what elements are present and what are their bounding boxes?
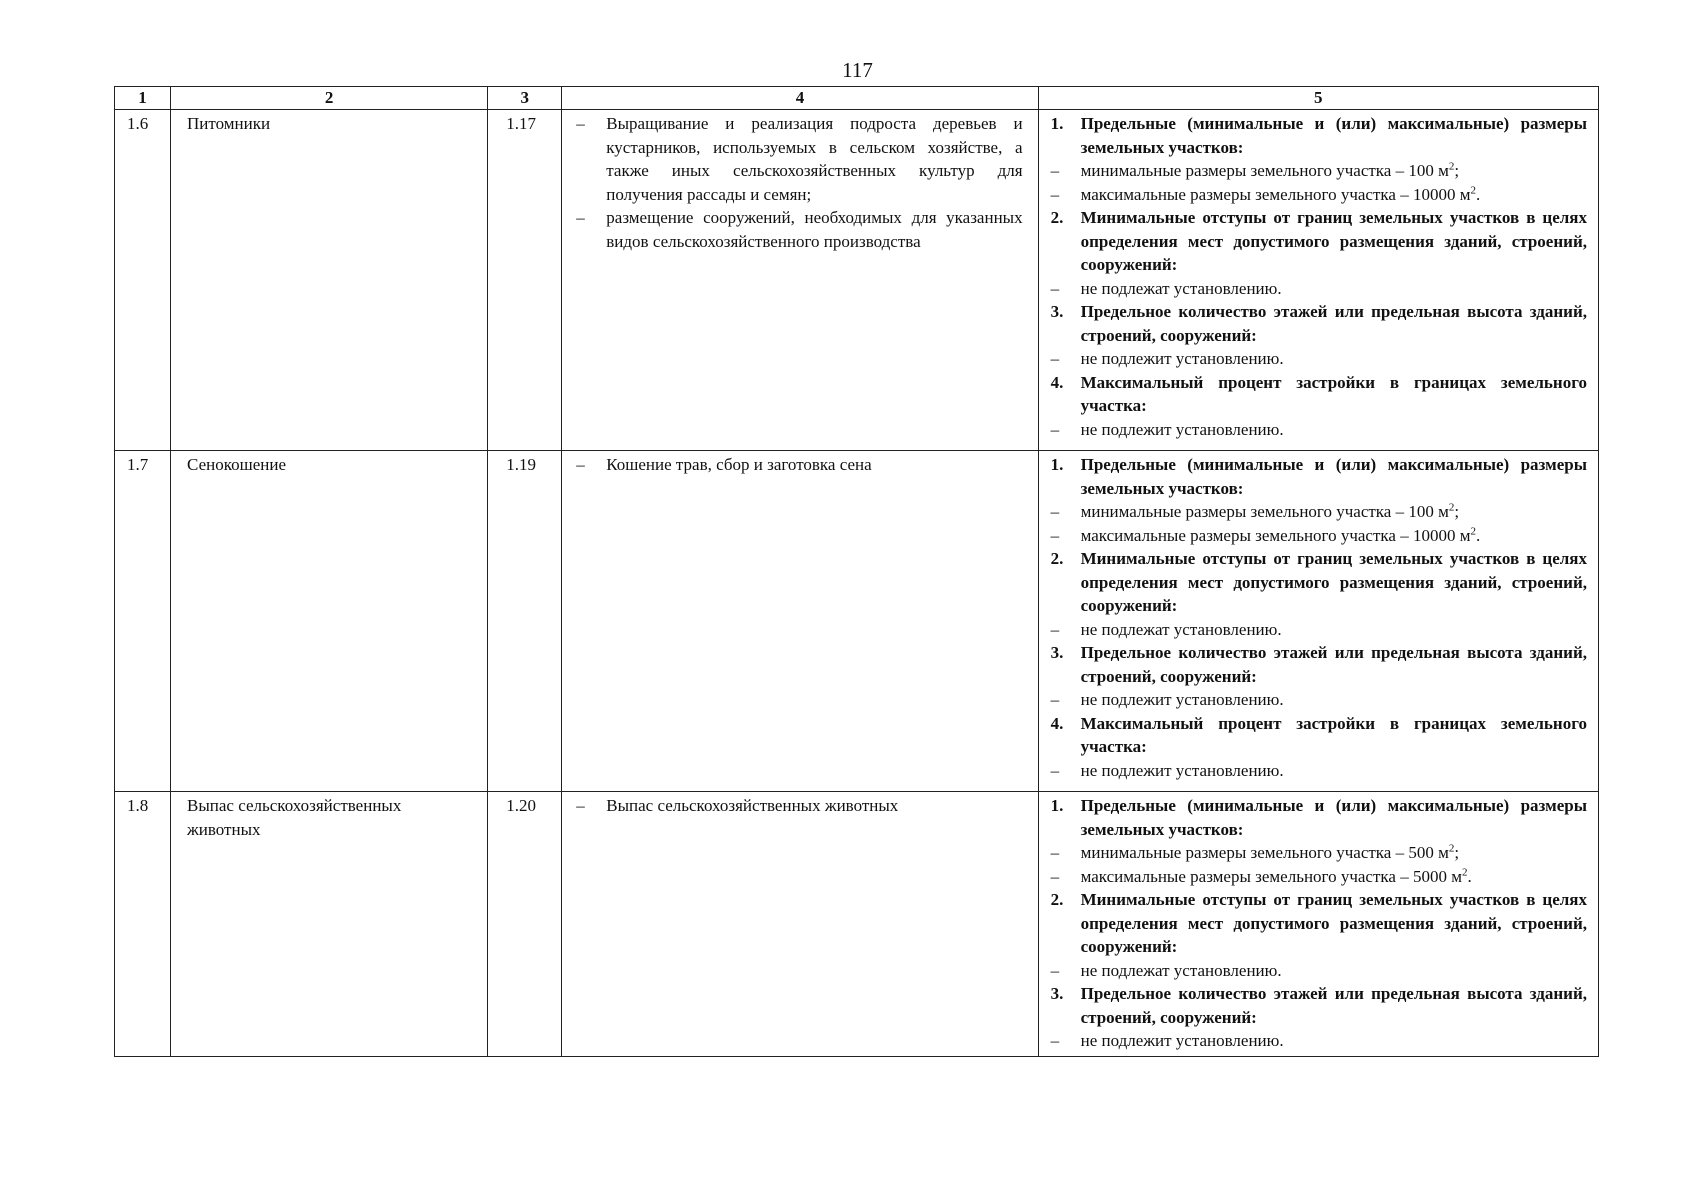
parameter-number: 1.	[1050, 114, 1064, 133]
row-use-code: 1.20	[488, 792, 562, 1057]
parameter-value	[1051, 618, 1587, 642]
dash-marker: –	[1050, 1031, 1060, 1050]
parameter-title: Предельное количество этажей или предельная высота зданий, строений, сооружений:	[1080, 984, 1587, 1027]
use-item-text: Выращивание и реализация подроста деревьев и кустарников, используемых в сельском хозяйстве, а также иных сельскохозяйственных культур для получения рассады и семян;	[606, 114, 1023, 204]
parameter-number: 2.	[1050, 208, 1064, 227]
table-row	[115, 792, 1599, 1057]
dash-marker: –	[1050, 866, 1060, 886]
parameter-title: Максимальный процент застройки в границах земельного участка:	[1080, 372, 1587, 415]
parameter-value	[1051, 159, 1587, 183]
parameter-value-text	[1081, 500, 1587, 524]
dash-marker: –	[576, 796, 585, 815]
row-parameters	[1038, 451, 1598, 792]
unit-superscript: 2	[1470, 524, 1476, 537]
value-text: не подлежит установлению.	[1080, 349, 1284, 368]
value-punctuation: ;	[1454, 502, 1460, 521]
value-punctuation: ;	[1454, 843, 1460, 862]
row-use-code: 1.17	[488, 110, 562, 451]
parameter-title: Предельные (минимальные и (или) максимальные) размеры земельных участков:	[1080, 455, 1587, 498]
parameter-value-text	[1081, 688, 1587, 712]
parameter-title: Предельное количество этажей или предельная высота зданий, строений, сооружений:	[1080, 302, 1587, 345]
column-header-3: 3	[488, 87, 562, 110]
unit-superscript: 2	[1448, 842, 1455, 855]
value-punctuation: .	[1475, 184, 1481, 204]
value-text: не подлежит установлению.	[1080, 1031, 1284, 1050]
parameter-heading	[1051, 888, 1587, 959]
parameter-heading	[1051, 371, 1587, 418]
parameter-value-text	[1081, 159, 1587, 183]
table-row	[115, 110, 1599, 451]
use-item	[576, 453, 1022, 477]
zoning-table	[114, 86, 1599, 1057]
parameter-value-text	[1081, 759, 1587, 783]
parameter-heading	[1051, 547, 1587, 618]
value-text: не подлежит установлению.	[1080, 760, 1284, 780]
value-text: не подлежат установлению.	[1080, 960, 1282, 980]
use-item	[576, 206, 1022, 253]
dash-marker: –	[1050, 419, 1060, 439]
column-header-2: 2	[171, 87, 488, 110]
parameter-number: 4.	[1050, 372, 1064, 392]
value-text: не подлежат установлению.	[1080, 278, 1282, 298]
value-text: минимальные размеры земельного участка – 100 м	[1080, 502, 1449, 521]
value-text: максимальные размеры земельного участка – 10000 м	[1080, 525, 1471, 545]
dash-marker: –	[1050, 184, 1060, 204]
value-punctuation: .	[1467, 866, 1472, 886]
parameter-value	[1051, 865, 1587, 889]
dash-marker: –	[576, 455, 585, 474]
column-header-4: 4	[562, 87, 1038, 110]
use-item-text: Выпас сельскохозяйственных животных	[606, 796, 899, 815]
dash-marker: –	[1050, 843, 1060, 862]
parameter-heading	[1051, 641, 1587, 688]
parameter-heading	[1051, 712, 1587, 759]
parameter-heading	[1051, 453, 1587, 500]
row-use-name: Сенокошение	[171, 451, 488, 792]
value-text: не подлежит установлению.	[1080, 419, 1284, 439]
parameter-value-text	[1081, 277, 1587, 301]
value-text: не подлежит установлению.	[1080, 690, 1284, 709]
dash-marker: –	[1050, 619, 1060, 639]
parameter-title: Минимальные отступы от границ земельных участков в целях определения мест допустимого размещения зданий, строений, сооружений:	[1080, 549, 1587, 615]
parameter-value-text	[1081, 1029, 1587, 1053]
dash-marker: –	[1050, 349, 1060, 368]
unit-superscript: 2	[1461, 865, 1468, 878]
parameter-value	[1051, 183, 1587, 207]
row-number: 1.7	[115, 451, 171, 792]
row-number: 1.6	[115, 110, 171, 451]
parameter-heading	[1051, 982, 1587, 1029]
dash-marker: –	[1050, 690, 1060, 709]
dash-marker: –	[1050, 278, 1060, 298]
row-use-name: Выпас сельскохозяйственных животных	[171, 792, 488, 1057]
parameter-value-text	[1081, 418, 1587, 442]
row-use-name: Питомники	[171, 110, 488, 451]
parameter-heading	[1051, 300, 1587, 347]
parameter-value	[1051, 347, 1587, 371]
table-row	[115, 451, 1599, 792]
parameter-number: 2.	[1050, 549, 1064, 568]
value-text: не подлежат установлению.	[1080, 619, 1282, 639]
row-parameters	[1038, 110, 1598, 451]
parameter-heading	[1051, 206, 1587, 277]
parameter-value	[1051, 500, 1587, 524]
parameter-value	[1051, 959, 1587, 983]
parameter-value	[1051, 524, 1587, 548]
parameter-number: 3.	[1050, 643, 1064, 662]
parameter-value-text	[1081, 183, 1587, 207]
dash-marker: –	[1050, 760, 1060, 780]
use-item-text: размещение сооружений, необходимых для указанных видов сельскохозяйственного производства	[606, 208, 1023, 251]
use-item-text: Кошение трав, сбор и заготовка сена	[606, 455, 872, 474]
parameter-value	[1051, 841, 1587, 865]
unit-superscript: 2	[1448, 160, 1455, 173]
value-punctuation: .	[1475, 525, 1481, 545]
row-number: 1.8	[115, 792, 171, 1057]
parameter-number: 2.	[1050, 890, 1064, 909]
value-text: максимальные размеры земельного участка – 10000 м	[1080, 184, 1471, 204]
column-header-5: 5	[1038, 87, 1598, 110]
parameter-value-text	[1081, 865, 1587, 889]
parameter-title: Минимальные отступы от границ земельных участков в целях определения мест допустимого размещения зданий, строений, сооружений:	[1080, 890, 1587, 956]
parameter-value	[1051, 418, 1587, 442]
parameter-number: 1.	[1050, 796, 1064, 815]
table-body	[115, 110, 1599, 1057]
parameter-title: Предельные (минимальные и (или) максимальные) размеры земельных участков:	[1080, 796, 1587, 839]
value-text: минимальные размеры земельного участка – 100 м	[1080, 161, 1449, 180]
parameter-number: 1.	[1050, 455, 1064, 474]
dash-marker: –	[1050, 960, 1060, 980]
parameter-title: Предельное количество этажей или предельная высота зданий, строений, сооружений:	[1080, 643, 1587, 686]
parameter-title: Минимальные отступы от границ земельных участков в целях определения мест допустимого размещения зданий, строений, сооружений:	[1080, 208, 1587, 274]
parameter-value-text	[1081, 618, 1587, 642]
row-use-description	[562, 110, 1038, 451]
value-text: минимальные размеры земельного участка – 500 м	[1080, 843, 1449, 862]
parameter-value	[1051, 688, 1587, 712]
parameter-title: Максимальный процент застройки в границах земельного участка:	[1080, 713, 1587, 756]
parameter-value	[1051, 277, 1587, 301]
parameter-value-text	[1081, 841, 1587, 865]
dash-marker: –	[1050, 502, 1060, 521]
row-parameters	[1038, 792, 1598, 1057]
unit-superscript: 2	[1470, 183, 1476, 196]
use-item	[576, 794, 1022, 818]
parameter-number: 4.	[1050, 713, 1064, 733]
parameter-value-text	[1081, 959, 1587, 983]
parameter-value-text	[1081, 524, 1587, 548]
row-use-description	[562, 792, 1038, 1057]
value-punctuation: ;	[1454, 161, 1460, 180]
dash-marker: –	[576, 114, 585, 133]
column-header-1: 1	[115, 87, 171, 110]
row-use-description	[562, 451, 1038, 792]
parameter-number: 3.	[1050, 984, 1064, 1003]
parameter-heading	[1051, 112, 1587, 159]
parameter-value	[1051, 759, 1587, 783]
row-use-code: 1.19	[488, 451, 562, 792]
dash-marker: –	[576, 208, 585, 227]
unit-superscript: 2	[1448, 501, 1455, 514]
page-number: 117	[842, 58, 873, 82]
parameter-value	[1051, 1029, 1587, 1053]
parameter-number: 3.	[1050, 302, 1064, 321]
dash-marker: –	[1050, 525, 1060, 545]
table-header	[115, 87, 1599, 110]
dash-marker: –	[1050, 161, 1060, 180]
parameter-heading	[1051, 794, 1587, 841]
value-text: максимальные размеры земельного участка – 5000 м	[1080, 866, 1462, 886]
parameter-title: Предельные (минимальные и (или) максимальные) размеры земельных участков:	[1080, 114, 1587, 157]
parameter-value-text	[1081, 347, 1587, 371]
use-item	[576, 112, 1022, 206]
